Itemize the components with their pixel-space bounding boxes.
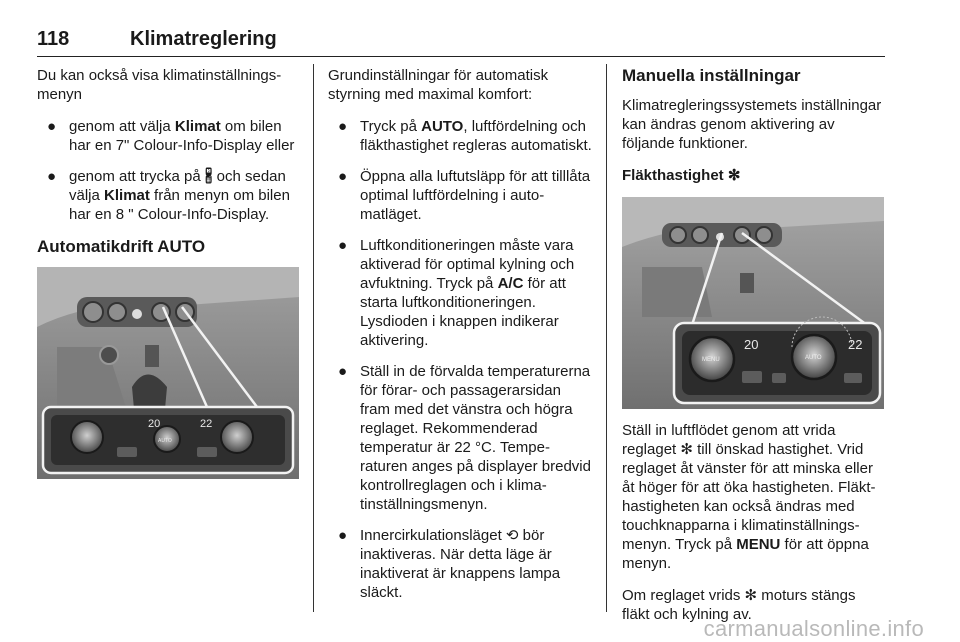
recirculation-icon: ⟲ (505, 527, 519, 544)
column-1 (37, 66, 299, 479)
column-divider-1 (313, 64, 314, 612)
climate-panel-image-auto (37, 267, 299, 479)
right-display-temp-left: 20 (744, 337, 759, 352)
page-header (37, 24, 885, 57)
col2-list (328, 117, 592, 602)
col2-bullet-5: ● Innercirkulationsläget ⟲ bör inaktiveras. När detta läge är inaktiverat är knappens lampa släckt. (338, 527, 561, 601)
col2-intro: Grundinställningar för automatisk styrning med maximal komfort: (328, 67, 549, 103)
right-display-temp-right: 22 (848, 337, 863, 352)
col1-list (37, 117, 299, 224)
left-display-temp-right: 22 (200, 418, 213, 430)
col3-heading: Manuella inställningar (622, 66, 801, 85)
col2-bullet-2: ● Öppna alla luftutsläpp för att tilllåta optimal luftfördelning i automatläget. (338, 168, 591, 223)
left-display-temp-left: 20 (148, 418, 161, 430)
fan-icon: ✻ (727, 167, 741, 184)
page-title: Klimatreglering (130, 28, 277, 50)
left-auto-knob-label: AUTO (158, 438, 172, 444)
climate-panel-image-manual (622, 197, 884, 409)
auto-knob-label: AUTO (805, 355, 822, 361)
fan-icon: ✻ (744, 587, 758, 604)
fan-speed-heading: Fläkthastighet ✻ (622, 167, 741, 184)
page-number: 118 (37, 28, 70, 50)
col1-bullet-2: ● genom att trycka på 🖁 och sedan välja Klimat från menyn om bilen har en 8 " Colour-Info-Display. (47, 168, 290, 223)
col1-intro: Du kan också visa klimatinställningsmenyn (37, 67, 282, 103)
col3-intro: Klimatregleringssystemets inställningar kan ändras genom aktivering av följande funktioner. (622, 97, 882, 152)
column-2 (328, 66, 592, 615)
watermark: carmanualsonline.info (703, 616, 924, 641)
col2-bullet-3: ● Luftkonditioneringen måste vara aktiverad för optimal kylning och avfuktning. Tryck på A/C för att starta luftkonditioneringen. Lysdioden i knappen indikerar aktivering. (338, 237, 575, 349)
fan-speed-paragraph: Ställ in luftflödet genom att vrida reglaget ✻ till önskad hastighet. Vrid reglaget åt vänster för att minska eller åt höger för att öka hastigheten. Fläkthastigheten kan också ändras med touchknapparna i klimatinställningsmenyn. Tryck på MENU för att öppna menyn. (622, 422, 876, 572)
fan-off-paragraph: Om reglaget vrids ✻ moturs stängs fläkt och kylning av. (622, 587, 856, 623)
col2-bullet-1: ● Tryck på AUTO, luftfördelning och fläkthastighet regleras automatiskt. (338, 118, 592, 154)
col1-heading: Automatikdrift AUTO (37, 237, 206, 256)
home-icon: 🖁 (204, 168, 213, 185)
col2-bullet-4: ● Ställ in de förvalda temperaturerna för förar- och passagerarsidan fram med det vänstra och högra reglaget. Rekommenderad temperatur är 22 °C. Temperaturen anges på displayer bredvid kontrollreglagen och i klimatinställningsmenyn. (338, 363, 591, 513)
column-divider-2 (606, 64, 607, 612)
col1-bullet-1: ● genom att välja Klimat om bilen har en 7" Colour-Info-Display eller (47, 118, 295, 154)
column-3 (622, 66, 886, 637)
fan-icon: ✻ (680, 441, 693, 458)
menu-knob-label: MENU (702, 357, 720, 363)
